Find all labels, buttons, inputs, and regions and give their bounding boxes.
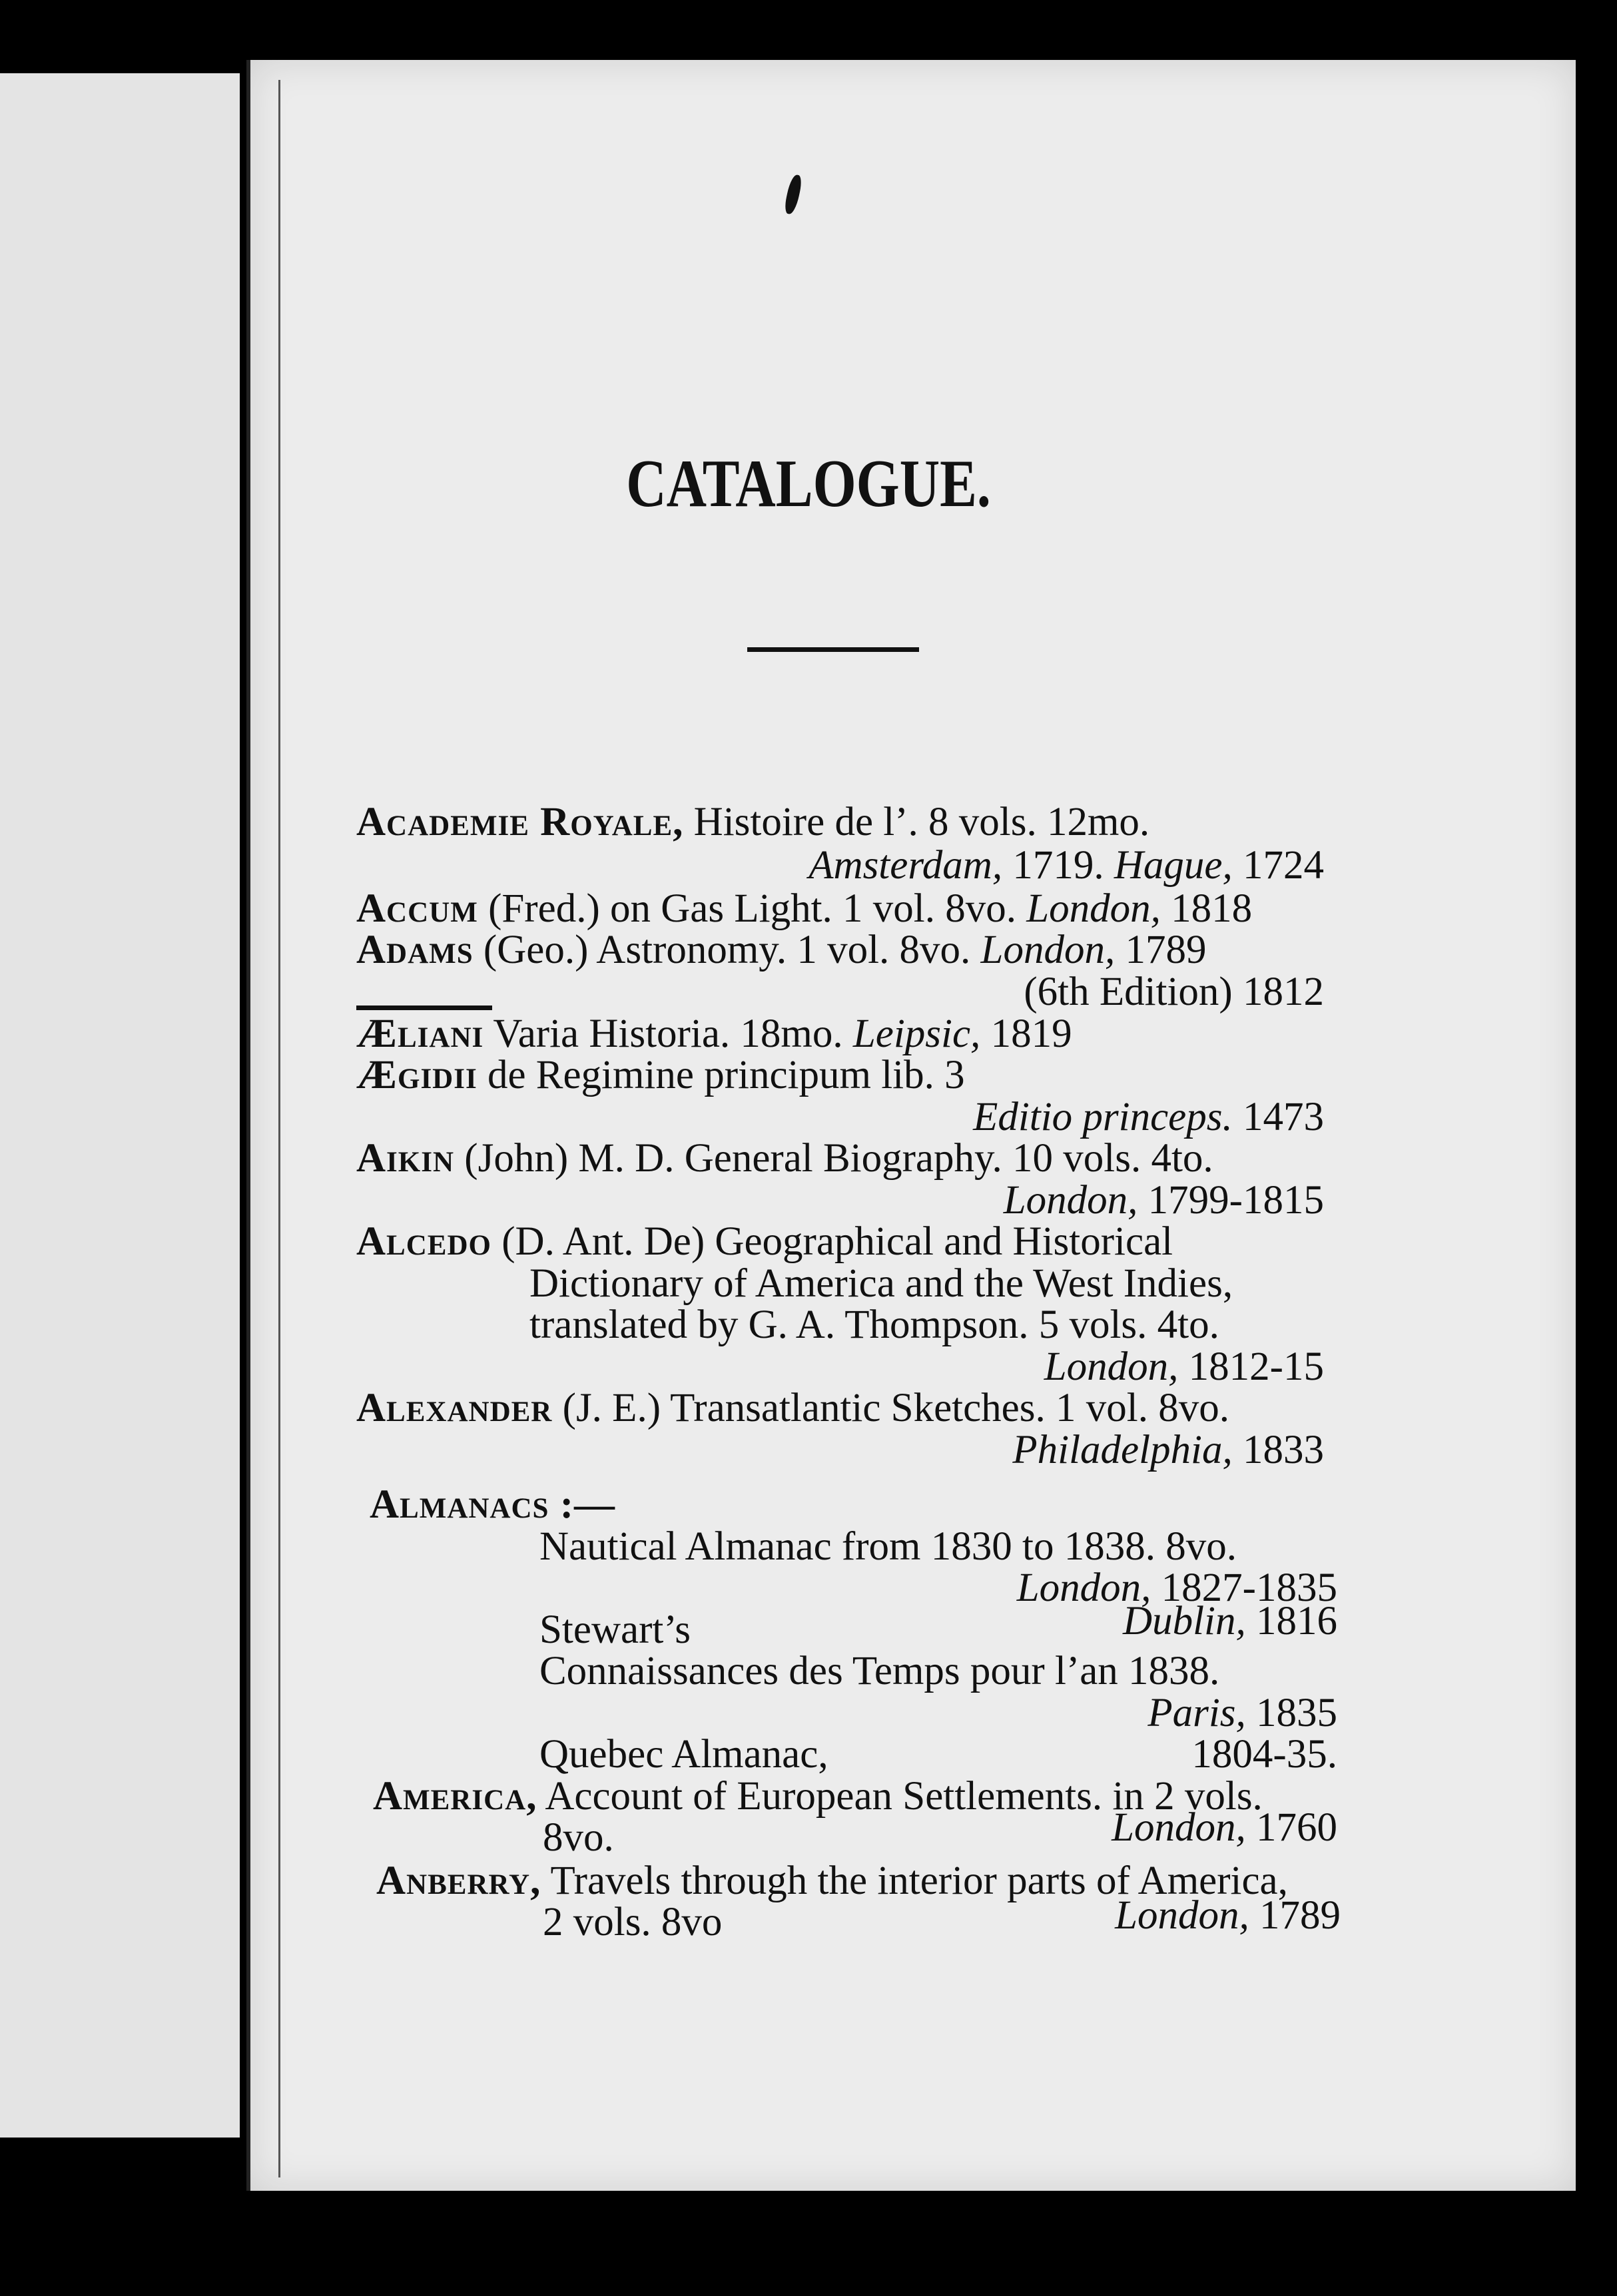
entry-quebec-almanac: Quebec Almanac, bbox=[539, 1732, 828, 1777]
entry-nautical-almanac: Nautical Almanac from 1830 to 1838. 8vo. bbox=[539, 1524, 1237, 1569]
entry-alexander: Alexander (J. E.) Transatlantic Sketches. 1 vol. 8vo. bbox=[356, 1386, 1229, 1430]
entry-academie-imprint: Amsterdam, 1719. Hague, 1724 bbox=[808, 843, 1324, 888]
entry-alcedo-line2: Dictionary of America and the West Indies, bbox=[529, 1261, 1233, 1306]
entry-america-line2: 8vo. bbox=[543, 1815, 614, 1860]
entry-america: America, Account of European Settlements. in 2 vols. bbox=[373, 1774, 1263, 1819]
entry-anberry: Anberry, Travels through the interior parts of America, bbox=[376, 1859, 1288, 1903]
entry-aikin-imprint: London, 1799-1815 bbox=[1003, 1178, 1324, 1223]
entry-nautical-imprint: London, 1827-1835 bbox=[1016, 1566, 1337, 1610]
entry-adams: Adams (Geo.) Astronomy. 1 vol. 8vo. London, 1789 bbox=[356, 928, 1207, 972]
entry-alcedo-imprint: London, 1812-15 bbox=[1044, 1344, 1324, 1389]
entry-almanacs: Almanacs :— bbox=[370, 1482, 616, 1527]
entry-adams-edition: (6th Edition) 1812 bbox=[1024, 970, 1324, 1014]
entry-alcedo: Alcedo (D. Ant. De) Geographical and Historical bbox=[356, 1219, 1173, 1264]
entry-connaissances: Connaissances des Temps pour l’an 1838. bbox=[539, 1649, 1220, 1693]
entry-anberry-line2: 2 vols. 8vo bbox=[543, 1900, 723, 1944]
entry-aegidii: Ægidii de Regimine principum lib. 3 bbox=[356, 1053, 965, 1097]
entry-academie: Academie Royale, Histoire de l’. 8 vols. 12mo. bbox=[356, 800, 1150, 844]
entry-aikin: Aikin (John) M. D. General Biography. 10 vols. 4to. bbox=[356, 1136, 1213, 1181]
entry-adams-edition-dash bbox=[356, 969, 492, 1015]
entry-stewarts: Stewart’s bbox=[539, 1607, 691, 1652]
entry-anberry-imprint: London, 1789 bbox=[1115, 1893, 1341, 1938]
entry-america-imprint: London, 1760 bbox=[1112, 1805, 1337, 1850]
entry-aeliani: Æliani Varia Historia. 18mo. Leipsic, 1819 bbox=[356, 1011, 1072, 1056]
entry-quebec-imprint: 1804-35. bbox=[1191, 1732, 1337, 1777]
entry-accum: Accum (Fred.) on Gas Light. 1 vol. 8vo. London, 1818 bbox=[356, 886, 1253, 931]
page-title: CATALOGUE. bbox=[626, 446, 991, 521]
entry-stewarts-imprint: Dublin, 1816 bbox=[1123, 1599, 1337, 1643]
entry-aegidii-imprint: Editio princeps. 1473 bbox=[973, 1095, 1324, 1139]
entry-alexander-imprint: Philadelphia, 1833 bbox=[1012, 1428, 1324, 1472]
entry-alcedo-line3: translated by G. A. Thompson. 5 vols. 4to. bbox=[529, 1302, 1219, 1347]
entry-connaissances-imprint: Paris, 1835 bbox=[1147, 1691, 1337, 1735]
